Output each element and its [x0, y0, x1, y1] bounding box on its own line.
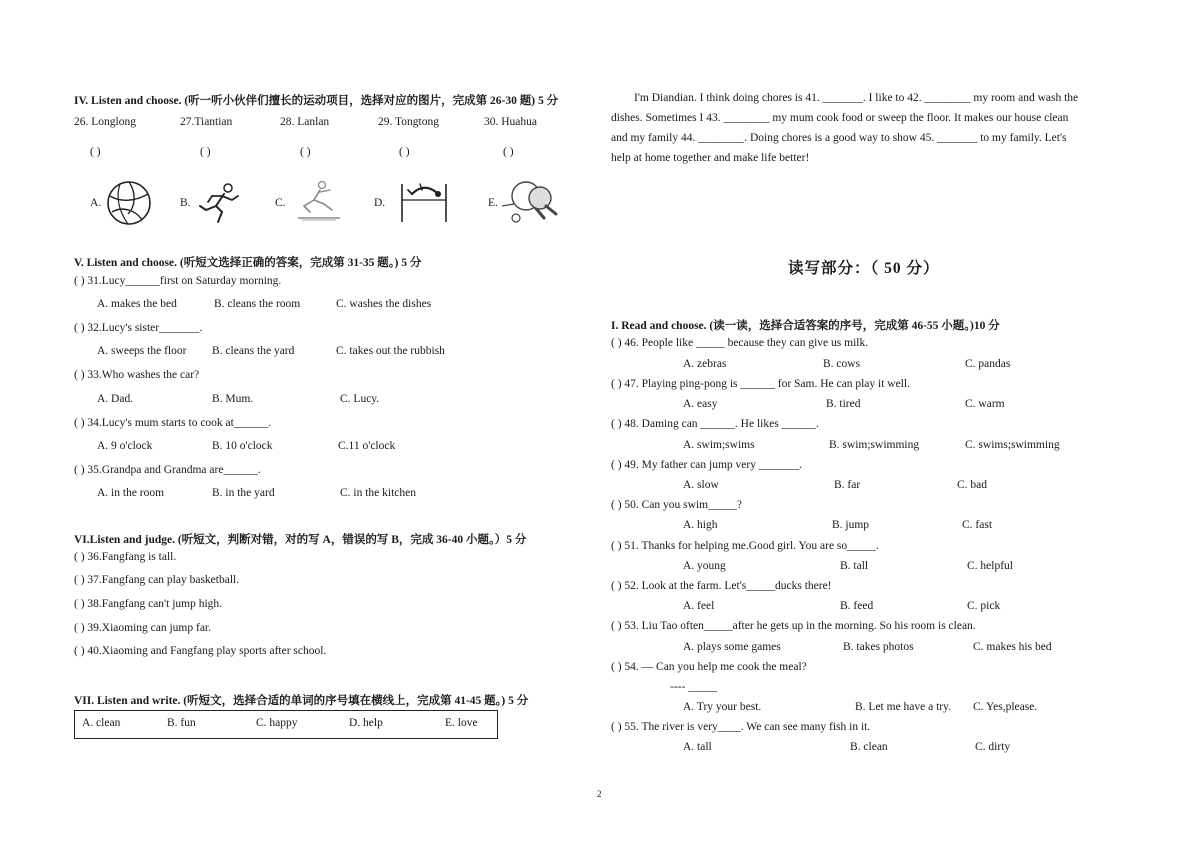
section-6-title: VI.Listen and judge. (听短文，判断对错，对的写 A，错误的写 B，完成 36-40 小题。）5 分 [74, 534, 527, 546]
q35: ( ) 35.Grandpa and Grandma are______. [74, 464, 261, 476]
q35-option-a[interactable]: A. in the room [97, 487, 165, 499]
volleyball-icon [106, 180, 152, 226]
q46-option-c[interactable]: C. pandas [965, 358, 1011, 370]
q55-option-c[interactable]: C. dirty [975, 741, 1011, 753]
q33-option-b[interactable]: B. Mum. [212, 393, 254, 405]
sec4-name-27: 27.Tiantian [180, 116, 233, 128]
sec4-name-28: 28. Lanlan [280, 116, 330, 128]
high-jump-icon [398, 180, 450, 224]
pic-a-letter: A. [90, 197, 102, 209]
q48-option-a[interactable]: A. swim;swims [683, 439, 755, 451]
pic-d-letter: D. [374, 197, 386, 209]
q55: ( ) 55. The river is very____. We can see many fish in it. [611, 721, 871, 733]
ping-pong-icon [500, 178, 560, 228]
q49-option-b[interactable]: B. far [834, 479, 861, 491]
sec4-blank-28[interactable]: ( ) [300, 146, 311, 158]
section-7-title: VII. Listen and write. (听短文，选择合适的单词的序号填在横线上，完成第 41-45 题。) 5 分 [74, 695, 529, 707]
q53-option-a[interactable]: A. plays some games [683, 641, 781, 653]
q53-option-c[interactable]: C. makes his bed [973, 641, 1052, 653]
q33-option-a[interactable]: A. Dad. [97, 393, 134, 405]
q34: ( ) 34.Lucy's mum starts to cook at______. [74, 417, 272, 429]
q53: ( ) 53. Liu Tao often_____after he gets up in the morning. So his room is clean. [611, 620, 976, 632]
word-bank-c: C. happy [256, 717, 298, 729]
sec4-name-30: 30. Huahua [484, 116, 538, 128]
q55-option-b[interactable]: B. clean [850, 741, 888, 753]
q54-option-a[interactable]: A. Try your best. [683, 701, 762, 713]
q49: ( ) 49. My father can jump very _______. [611, 459, 802, 471]
q46-option-a[interactable]: A. zebras [683, 358, 727, 370]
q35-option-b[interactable]: B. in the yard [212, 487, 275, 499]
word-bank-a: A. clean [82, 717, 121, 729]
q31-option-a[interactable]: A. makes the bed [97, 298, 177, 310]
sec4-blank-27[interactable]: ( ) [200, 146, 211, 158]
q33: ( ) 33.Who washes the car? [74, 369, 200, 381]
section-5-title: V. Listen and choose. (听短文选择正确的答案，完成第 31-35 题。) 5 分 [74, 257, 422, 269]
q54-option-c[interactable]: C. Yes,please. [973, 701, 1038, 713]
q34-option-c[interactable]: C.11 o'clock [338, 440, 396, 452]
q47: ( ) 47. Playing ping-pong is ______ for Sam. He can play it well. [611, 378, 910, 390]
q51-option-c[interactable]: C. helpful [967, 560, 1013, 572]
q32: ( ) 32.Lucy's sister_______. [74, 322, 203, 334]
q48-option-c[interactable]: C. swims;swimming [965, 439, 1060, 451]
q49-option-a[interactable]: A. slow [683, 479, 719, 491]
sec4-name-26: 26. Longlong [74, 116, 136, 128]
q53-option-b[interactable]: B. takes photos [843, 641, 914, 653]
passage-line-3: and my family 44. ________. Doing chores is a good way to show 45. _______ to my family. Let's [611, 132, 1067, 144]
q32-option-c[interactable]: C. takes out the rubbish [336, 345, 445, 357]
q36: ( ) 36.Fangfang is tall. [74, 551, 177, 563]
q55-option-a[interactable]: A. tall [683, 741, 712, 753]
q54-option-b[interactable]: B. Let me have a try. [855, 701, 952, 713]
word-bank-box [74, 710, 498, 739]
q31-option-c[interactable]: C. washes the dishes [336, 298, 432, 310]
q35-option-c[interactable]: C. in the kitchen [340, 487, 417, 499]
q31-option-b[interactable]: B. cleans the room [214, 298, 301, 310]
q48: ( ) 48. Daming can ______. He likes ______. [611, 418, 819, 430]
q34-option-b[interactable]: B. 10 o'clock [212, 440, 273, 452]
pic-b-letter: B. [180, 197, 191, 209]
q47-option-a[interactable]: A. easy [683, 398, 718, 410]
word-bank-d: D. help [349, 717, 383, 729]
pic-e-letter: E. [488, 197, 498, 209]
q32-option-a[interactable]: A. sweeps the floor [97, 345, 187, 357]
q39: ( ) 39.Xiaoming can jump far. [74, 622, 212, 634]
q51: ( ) 51. Thanks for helping me.Good girl. You are so_____. [611, 540, 879, 552]
q46: ( ) 46. People like _____ because they can give us milk. [611, 337, 869, 349]
passage-line-2: dishes. Sometimes I 43. ________ my mum cook food or sweep the floor. It makes our house clean [611, 112, 1069, 124]
running-icon [196, 182, 242, 226]
passage-line-4: help at home together and make life better! [611, 152, 810, 164]
q37: ( ) 37.Fangfang can play basketball. [74, 574, 240, 586]
q50-option-c[interactable]: C. fast [962, 519, 993, 531]
page-number: 2 [597, 789, 602, 799]
q50-option-a[interactable]: A. high [683, 519, 718, 531]
q47-option-b[interactable]: B. tired [826, 398, 861, 410]
section-4-title: IV. Listen and choose. (听一听小伙伴们擅长的运动项目，选择对应的图片，完成第 26-30 题) 5 分 [74, 95, 559, 107]
passage-line-1: I'm Diandian. I think doing chores is 41. _______. I like to 42. ________ my room and wash the [634, 92, 1079, 104]
q52-option-c[interactable]: C. pick [967, 600, 1001, 612]
q54-response-line: ---- _____ [670, 681, 717, 693]
long-jump-icon [292, 180, 344, 224]
sec4-blank-29[interactable]: ( ) [399, 146, 410, 158]
q34-option-a[interactable]: A. 9 o'clock [97, 440, 153, 452]
q51-option-a[interactable]: A. young [683, 560, 726, 572]
q54: ( ) 54. — Can you help me cook the meal? [611, 661, 807, 673]
q51-option-b[interactable]: B. tall [840, 560, 869, 572]
read-choose-title: I. Read and choose. (读一读，选择合适答案的序号，完成第 46-55 小题。)10 分 [611, 320, 1000, 332]
word-bank-b: B. fun [167, 717, 196, 729]
q50-option-b[interactable]: B. jump [832, 519, 870, 531]
sec4-name-29: 29. Tongtong [378, 116, 439, 128]
q40: ( ) 40.Xiaoming and Fangfang play sports after school. [74, 645, 327, 657]
q49-option-c[interactable]: C. bad [957, 479, 988, 491]
q33-option-c[interactable]: C. Lucy. [340, 393, 380, 405]
reading-writing-title: 读写部分：（ 50 分） [788, 260, 940, 277]
q52: ( ) 52. Look at the farm. Let's_____ducks there! [611, 580, 832, 592]
q31: ( ) 31.Lucy______first on Saturday morning. [74, 275, 282, 287]
q52-option-b[interactable]: B. feed [840, 600, 874, 612]
q38: ( ) 38.Fangfang can't jump high. [74, 598, 223, 610]
q48-option-b[interactable]: B. swim;swimming [829, 439, 920, 451]
word-bank-e: E. love [445, 717, 478, 729]
q52-option-a[interactable]: A. feel [683, 600, 715, 612]
q50: ( ) 50. Can you swim_____? [611, 499, 742, 511]
q46-option-b[interactable]: B. cows [823, 358, 861, 370]
q32-option-b[interactable]: B. cleans the yard [212, 345, 295, 357]
sec4-blank-30[interactable]: ( ) [503, 146, 514, 158]
pic-c-letter: C. [275, 197, 286, 209]
q47-option-c[interactable]: C. warm [965, 398, 1005, 410]
sec4-blank-26[interactable]: ( ) [90, 146, 101, 158]
